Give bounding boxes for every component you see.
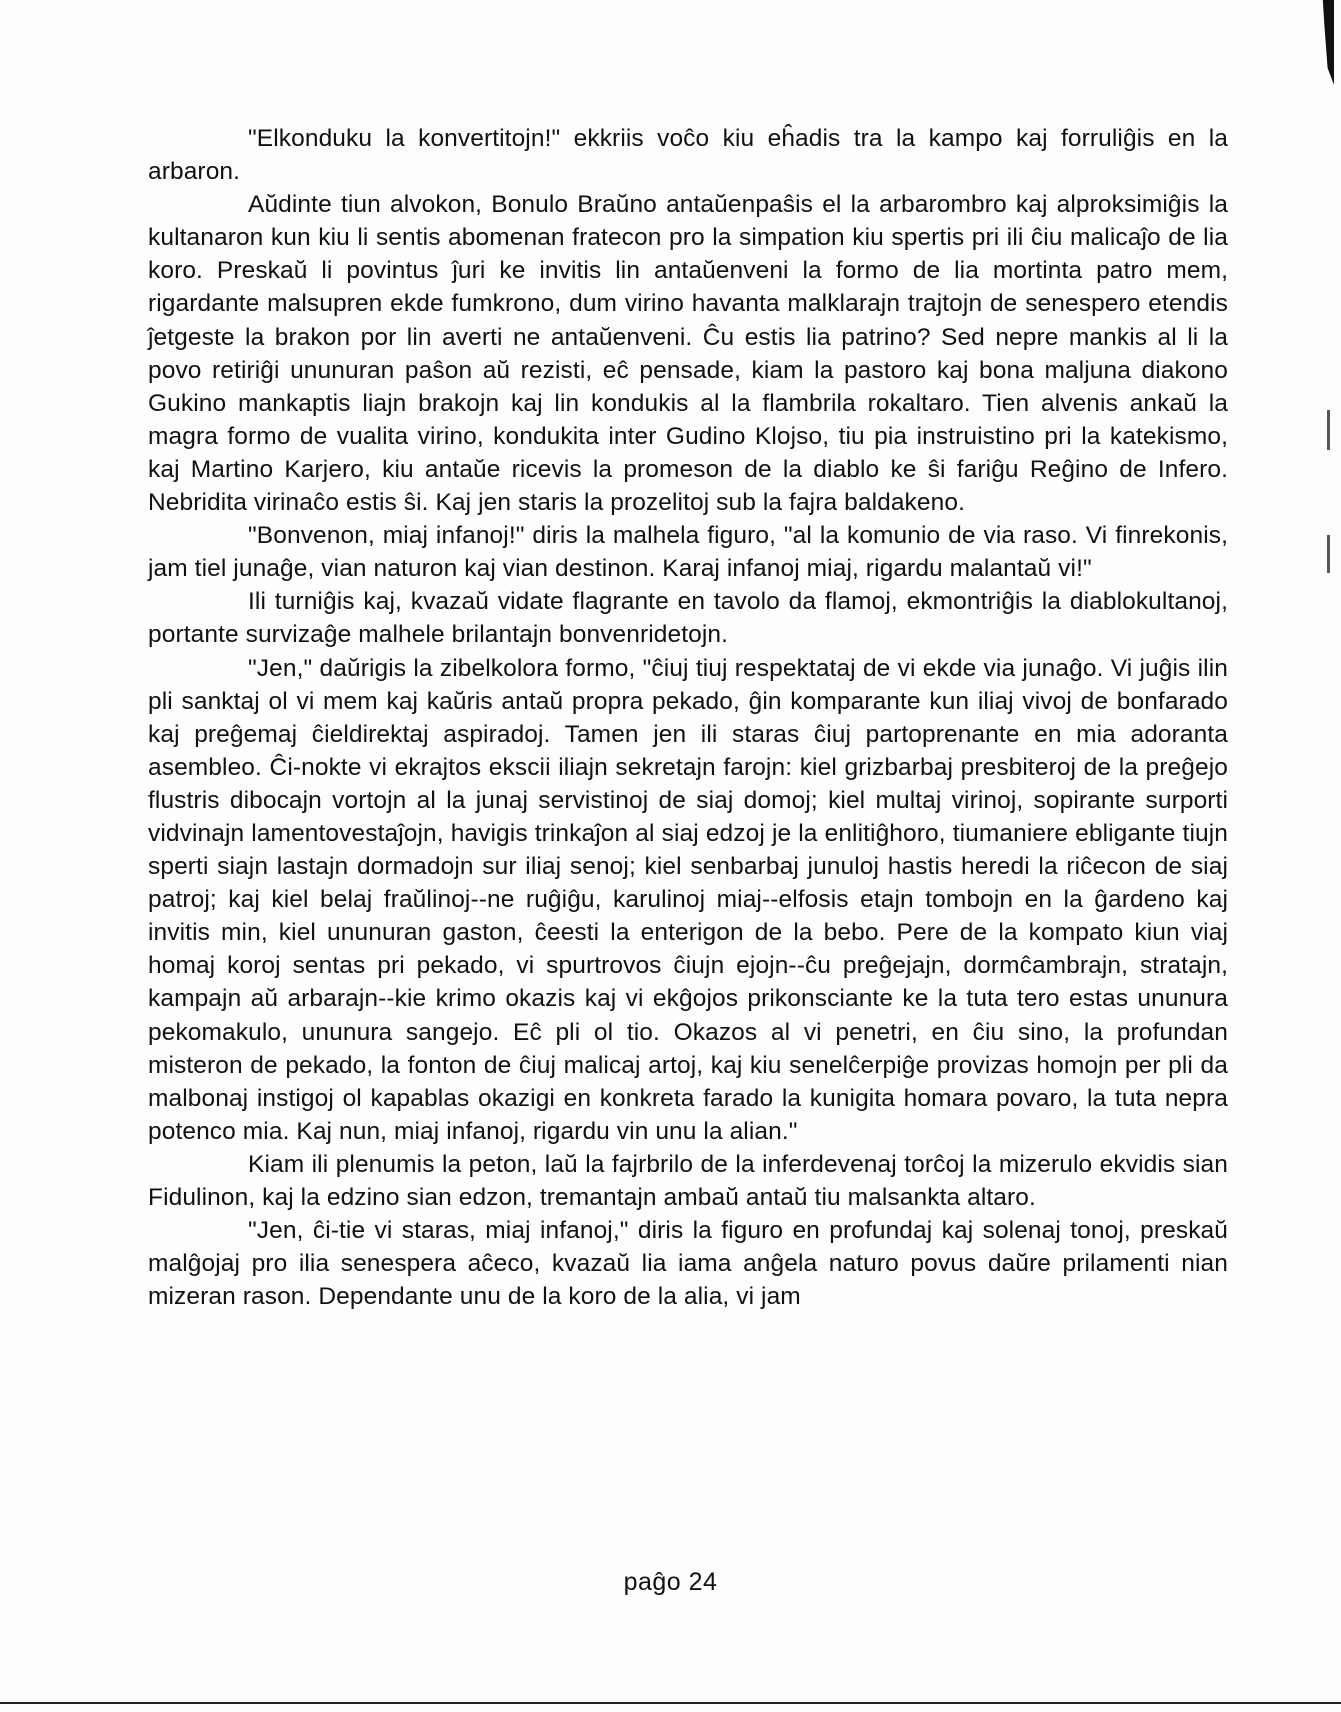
scan-artifact-margin-mark — [1327, 410, 1330, 450]
scan-artifact-top-right — [1318, 0, 1334, 85]
paragraph-5: "Jen," daŭrigis la zibelkolora formo, "ĉiuj tiuj respektataj de vi ekde via junaĝo. Vi juĝis ilin pli sanktaj ol vi mem kaj kaŭris antaŭ propra pekado, ĝin komparante kun iliaj vivoj de bonfarado kaj preĝemaj ĉieldirektaj aspiradoj. Tamen jen ili staras ĉiuj partoprenante en mia adoranta asembleo. Ĉi-nokte vi ekrajtos ekscii iliajn sekretajn farojn: kiel grizbarbaj presbiteroj de la preĝejo flustris dibocajn vortojn al la junaj servistinoj de siaj domoj; kiel multaj virinoj, sopirante surporti vidvinajn lamentovestaĵojn, havigis trinkaĵon al siaj edzoj je la enlitiĝhoro, tiumaniere ebligante tiujn sperti siajn lastajn dormadojn sur iliaj senoj; kiel senbarbaj junuloj hastis heredi la riĉecon de siaj patroj; kaj kiel belaj fraŭlinoj--ne ruĝiĝu, karulinoj miaj--elfosis etajn tombojn en la ĝardeno kaj invitis min, kiel ununuran gaston, ĉeesti la enterigon de la bebo. Pere de la kompato kiun viaj homaj koroj sentas pri pekado, vi spurtrovos ĉiujn ejojn--ĉu preĝejajn, dormĉambrajn, stratajn, kampajn aŭ arbarajn--kie krimo okazis kaj vi ekĝojos prikonsciante ke la tuta tero estas ununura pekomakulo, ununura sangejo. Eĉ pli ol tio. Okazos al vi penetri, en ĉiu sino, la profundan misteron de pekado, la fonton de ĉiuj malicaj artoj, kaj kiu senelĉerpiĝe provizas homojn per pli da malbonaj instigoj ol kapablas okazigi en konkreta farado la kunigita homara povaro, la tuta nepra potenco mia. Kaj nun, miaj infanoj, rigardu vin unu la alian." — [148, 654, 1228, 1145]
scan-artifact-margin-mark — [1327, 535, 1330, 573]
paragraph-1: "Elkonduku la konvertitojn!" ekkriis voĉo kiu eĥadis tra la kampo kaj forruliĝis en la arbaron. — [148, 125, 1228, 186]
body-text — [148, 122, 1228, 1313]
page-number: paĝo 24 — [623, 1568, 718, 1596]
paragraph-3: "Bonvenon, miaj infanoj!" diris la malhela figuro, "al la komunio de via raso. Vi finrekonis, jam tiel junaĝe, vian naturon kaj vian destinon. Karaj infanoj miaj, rigardu malantaŭ vi!" — [148, 522, 1228, 583]
paragraph-4: Ili turniĝis kaj, kvazaŭ vidate flagrante en tavolo da flamoj, ekmontriĝis la diablokultanoj, portante survizaĝe malhele brilantajn bonvenridetojn. — [148, 588, 1228, 649]
paragraph-7: "Jen, ĉi-tie vi staras, miaj infanoj," diris la figuro en profundaj kaj solenaj tonoj, preskaŭ malĝojaj pro ilia senespera aĉeco, kvazaŭ lia iama anĝela naturo povus daŭre prilamenti nian mizeran rason. Dependante unu de la koro de la alia, vi jam — [148, 1217, 1228, 1311]
bottom-edge-line — [0, 1702, 1341, 1704]
paragraph-2: Aŭdinte tiun alvokon, Bonulo Braŭno antaŭenpaŝis el la arbarombro kaj alproksimiĝis la kultanaron kun kiu li sentis abomenan fratecon pro la simpation kiu spertis pri ili ĉiu malicaĵo de lia koro. Preskaŭ li povintus ĵuri ke invitis lin antaŭenveni la formo de lia mortinta patro mem, rigardante malsupren ekde fumkrono, dum virino havanta malklarajn trajtojn de senespero etendis ĵetgeste la brakon por lin averti ne antaŭenveni. Ĉu estis lia patrino? Sed nepre mankis al li la povo retiriĝi ununuran paŝon aŭ rezisti, eĉ pensade, kiam la pastoro kaj bona maljuna diakono Gukino mankaptis liajn brakojn kaj lin kondukis al la flambrila rokaltaro. Tien alvenis ankaŭ la magra formo de vualita virino, kondukita inter Gudino Klojso, tiu pia instruistino pri la katekismo, kaj Martino Karjero, kiu antaŭe ricevis la promeson de la diablo ke ŝi fariĝu Reĝino de Infero. Nebridita virinaĉo estis ŝi. Kaj jen staris la prozelitoj sub la fajra baldakeno. — [148, 191, 1228, 517]
paragraph-6: Kiam ili plenumis la peton, laŭ la fajrbrilo de la inferdevenaj torĉoj la mizerulo ekvidis sian Fidulinon, kaj la edzino sian edzon, tremantajn ambaŭ antaŭ tiu malsankta altaro. — [148, 1150, 1228, 1211]
